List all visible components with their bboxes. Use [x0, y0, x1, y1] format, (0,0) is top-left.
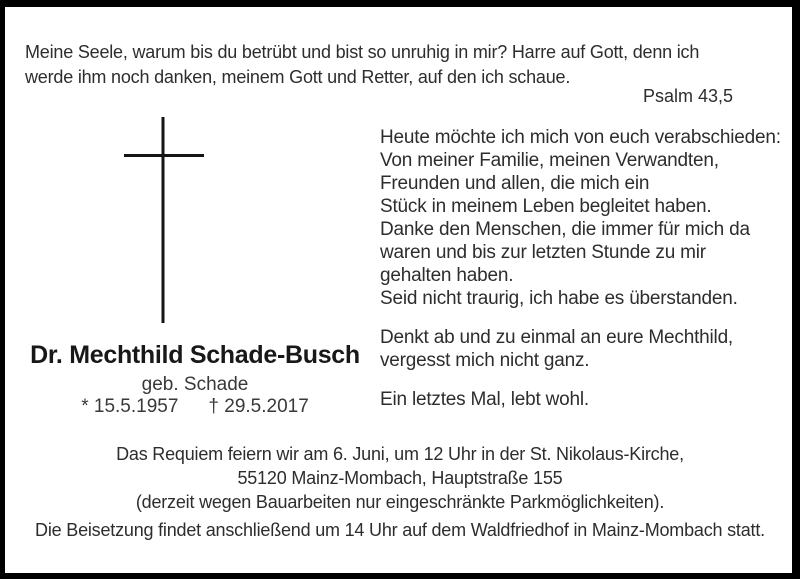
farewell-line: Freunden und allen, die mich ein	[380, 173, 650, 194]
deceased-dates	[15, 396, 375, 418]
burial-line: Die Beisetzung findet anschließend um 14 Uhr auf dem Waldfriedhof in Mainz-Mombach statt.	[35, 520, 765, 540]
service-info	[10, 442, 790, 542]
deceased-name: Dr. Mechthild Schade-Busch	[30, 341, 360, 369]
scripture-quote	[25, 40, 750, 90]
remember-line: Denkt ab und zu einmal an eure Mechthild,	[380, 327, 734, 348]
deceased-block	[15, 340, 375, 418]
farewell-line: Seid nicht traurig, ich habe es überstanden.	[380, 288, 738, 309]
birth-date: * 15.5.1957	[81, 396, 179, 417]
farewell-line: Stück in meinem Leben begleitet haben.	[380, 196, 712, 217]
requiem-line: Das Requiem feiern wir am 6. Juni, um 12 Uhr in der St. Nikolaus-Kirche,	[116, 444, 684, 464]
farewell-line: Von meiner Familie, meinen Verwandten,	[380, 150, 719, 171]
farewell-line: gehalten haben.	[380, 265, 514, 286]
requiem-line: (derzeit wegen Bauarbeiten nur eingeschränkte Parkmöglichkeiten).	[135, 492, 665, 512]
scripture-quote-line: werde ihm noch danken, meinem Gott und Retter, auf den ich schaue.	[25, 67, 571, 87]
farewell-line: Heute möchte ich mich von euch verabschieden:	[380, 127, 781, 148]
death-date: † 29.5.2017	[208, 396, 309, 417]
goodbye-line: Ein letztes Mal, lebt wohl.	[380, 389, 589, 410]
farewell-line: Danke den Menschen, die immer für mich da	[380, 219, 750, 240]
deceased-birth-name: geb. Schade	[141, 374, 249, 395]
scripture-quote-line: Meine Seele, warum bis du betrübt und bist so unruhig in mir? Harre auf Gott, denn ich	[25, 42, 700, 62]
memorial-cross-icon	[124, 117, 204, 323]
requiem-line: 55120 Mainz-Mombach, Hauptstraße 155	[237, 468, 563, 488]
scripture-source: Psalm 43,5	[642, 86, 733, 106]
farewell-line: waren und bis zur letzten Stunde zu mir	[380, 242, 706, 263]
farewell-text	[380, 126, 790, 411]
remember-line: vergesst mich nicht ganz.	[380, 350, 590, 371]
